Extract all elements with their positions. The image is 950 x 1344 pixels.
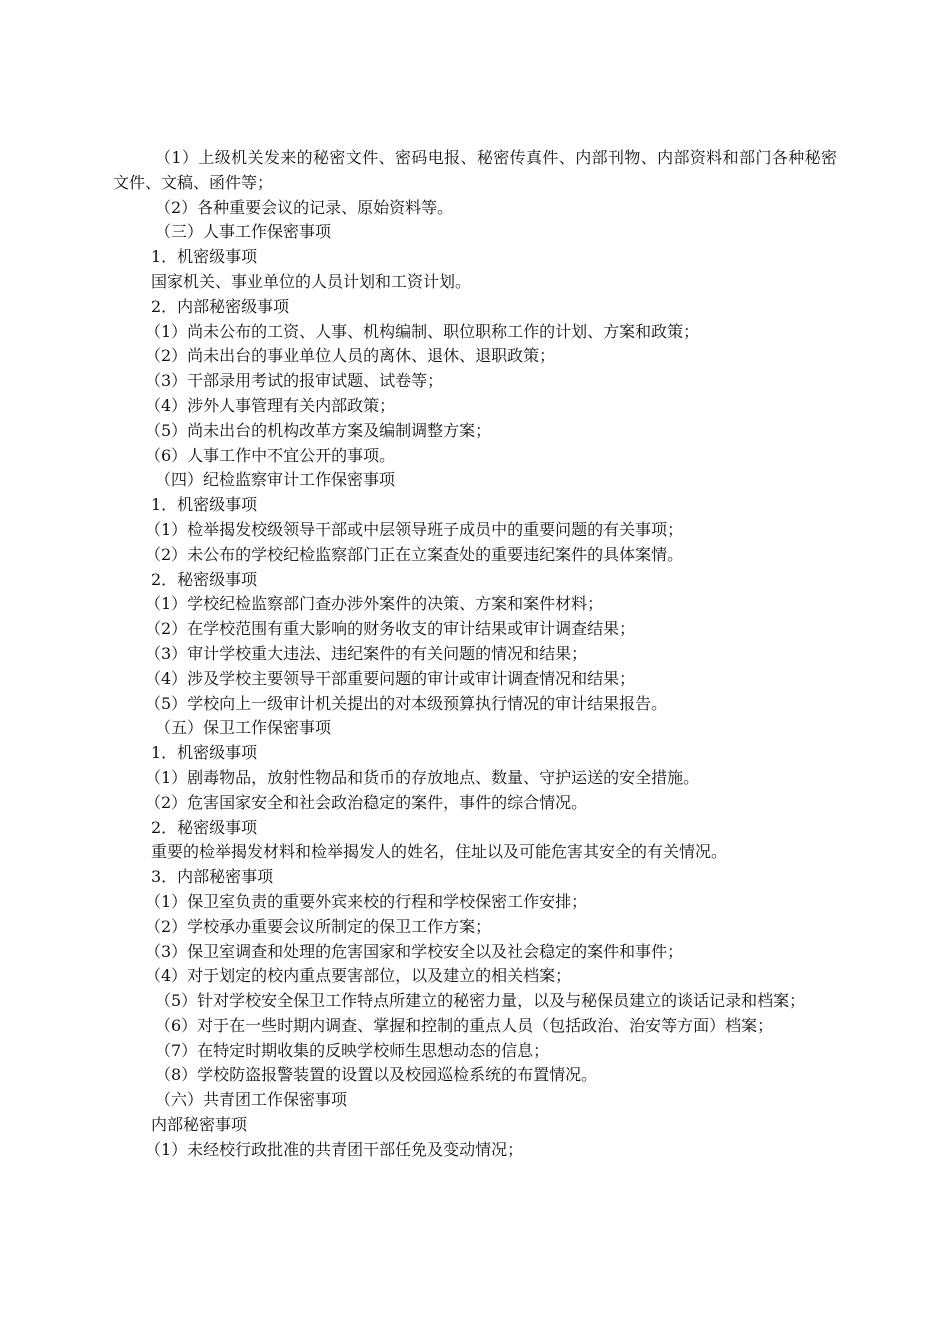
document-line: （五）保卫工作保密事项 (155, 718, 332, 738)
document-line: （2）未公布的学校纪检监察部门正在立案查处的重要违纪案件的具体案情。 (145, 544, 684, 564)
document-line: （2）各种重要会议的记录、原始资料等。 (155, 197, 454, 217)
document-line: （4）对于划定的校内重点要害部位，以及建立的相关档案； (145, 966, 572, 986)
document-line: （6）人事工作中不宜公开的事项。 (145, 445, 396, 465)
document-line: （3）干部录用考试的报审试题、试卷等； (145, 371, 444, 391)
document-line: （5）学校向上一级审计机关提出的对本级预算执行情况的审计结果报告。 (145, 693, 668, 713)
document-line: （1）剧毒物品，放射性物品和货币的存放地点、数量、守护运送的安全措施。 (145, 767, 700, 787)
document-paragraph: （1）上级机关发来的秘密文件、密码电报、秘密传真件、内部刊物、内部资料和部门各种秘密文件、文稿、函件等； (113, 148, 837, 192)
document-line: 内部秘密事项 (151, 1115, 248, 1135)
document-paragraph: （5）针对学校安全保卫工作特点所建立的秘密力量，以及与秘保员建立的谈话记录和档案； (155, 991, 806, 1011)
document-line: （六）共青团工作保密事项 (155, 1090, 348, 1110)
document-line: （2）危害国家安全和社会政治稳定的案件，事件的综合情况。 (145, 792, 588, 812)
document-line: （8）学校防盗报警装置的设置以及校园巡检系统的布置情况。 (155, 1065, 598, 1085)
document-line: （1）检举揭发校级领导干部或中层领导班子成员中的重要问题的有关事项； (145, 519, 684, 539)
document-line: （1）保卫室负责的重要外宾来校的行程和学校保密工作安排； (145, 891, 588, 911)
document-line: 国家机关、事业单位的人员计划和工资计划。 (151, 271, 472, 291)
document-line: 2．秘密级事项 (151, 817, 258, 837)
document-line: （2）在学校范围有重大影响的财务收支的审计结果或审计调查结果； (145, 619, 636, 639)
document-line: （4）涉及学校主要领导干部重要问题的审计或审计调查情况和结果； (145, 668, 636, 688)
document-line: 3．内部秘密事项 (151, 867, 274, 887)
document-line: 1．机密级事项 (151, 495, 258, 515)
document-line: （三）人事工作保密事项 (155, 222, 332, 242)
document-line: 重要的检举揭发材料和检举揭发人的姓名，住址以及可能危害其安全的有关情况。 (151, 842, 728, 862)
document-line: （四）纪检监察审计工作保密事项 (155, 470, 396, 490)
document-line: （7）在特定时期收集的反映学校师生思想动态的信息； (155, 1040, 550, 1060)
document-line: 1．机密级事项 (151, 743, 258, 763)
document-line: （3）保卫室调查和处理的危害国家和学校安全以及社会稳定的案件和事件； (145, 941, 684, 961)
document-line: （5）尚未出台的机构改革方案及编制调整方案； (145, 420, 492, 440)
document-line: （3）审计学校重大违法、违纪案件的有关问题的情况和结果； (145, 643, 588, 663)
document-line: （1）学校纪检监察部门查办涉外案件的决策、方案和案件材料； (145, 594, 604, 614)
document-line: 2．内部秘密级事项 (151, 296, 290, 316)
document-line: 1．机密级事项 (151, 247, 258, 267)
document-line: 2．秘密级事项 (151, 569, 258, 589)
document-line: （4）涉外人事管理有关内部政策； (145, 395, 396, 415)
document-line: （1）未经校行政批准的共青团干部任免及变动情况； (145, 1139, 524, 1159)
document-body (113, 146, 837, 1163)
document-line: （2）尚未出台的事业单位人员的离休、退休、退职政策； (145, 346, 556, 366)
document-line: （2）学校承办重要会议所制定的保卫工作方案； (145, 916, 492, 936)
document-paragraph: （6）对于在一些时期内调查、掌握和控制的重点人员（包括政治、治安等方面）档案； (155, 1015, 774, 1035)
document-line: （1）尚未公布的工资、人事、机构编制、职位职称工作的计划、方案和政策； (145, 321, 700, 341)
